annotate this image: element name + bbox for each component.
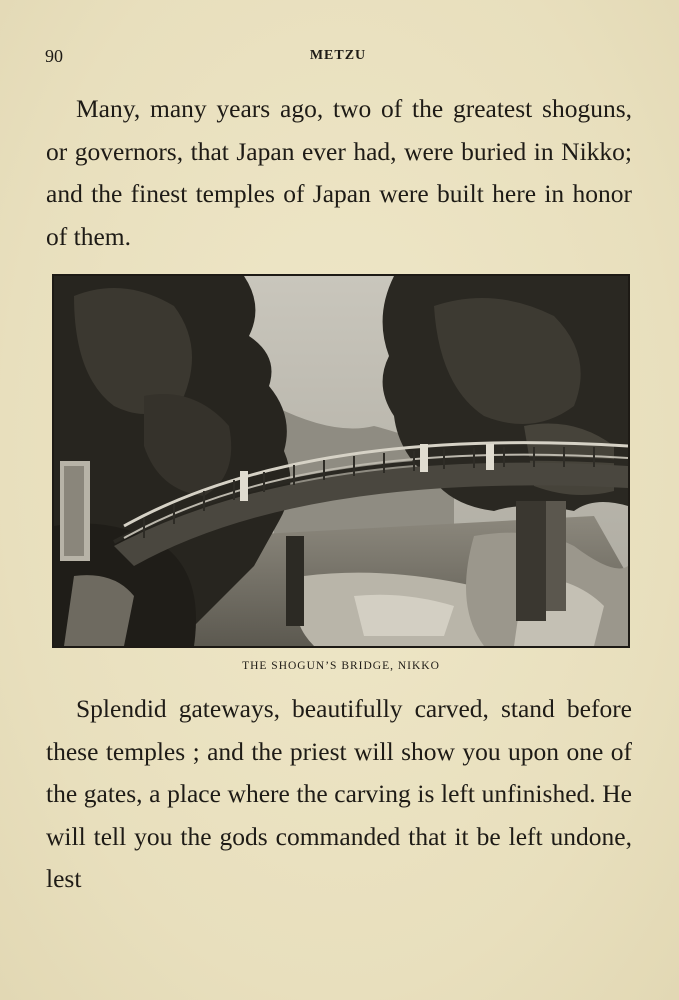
- figure-caption: THE SHOGUN’S BRIDGE, NIKKO: [242, 660, 440, 672]
- running-head: METZU: [309, 48, 367, 63]
- paragraph-1: Many, many years ago, two of the greatest shoguns, or governors, that Japan ever had, were buried in Nikko; and the finest temples of Japan were built here in honor of them.: [46, 94, 632, 251]
- bridge-photograph: [52, 274, 630, 648]
- page-header: [45, 46, 631, 70]
- page-number: 90: [45, 46, 63, 66]
- paragraph-2: Splendid gateways, beautifully carved, stand before these temples ; and the priest will show you upon one of the gates, a place where the carving is left unfinished. He will tell you the gods commanded that it be left undone, lest: [46, 694, 632, 893]
